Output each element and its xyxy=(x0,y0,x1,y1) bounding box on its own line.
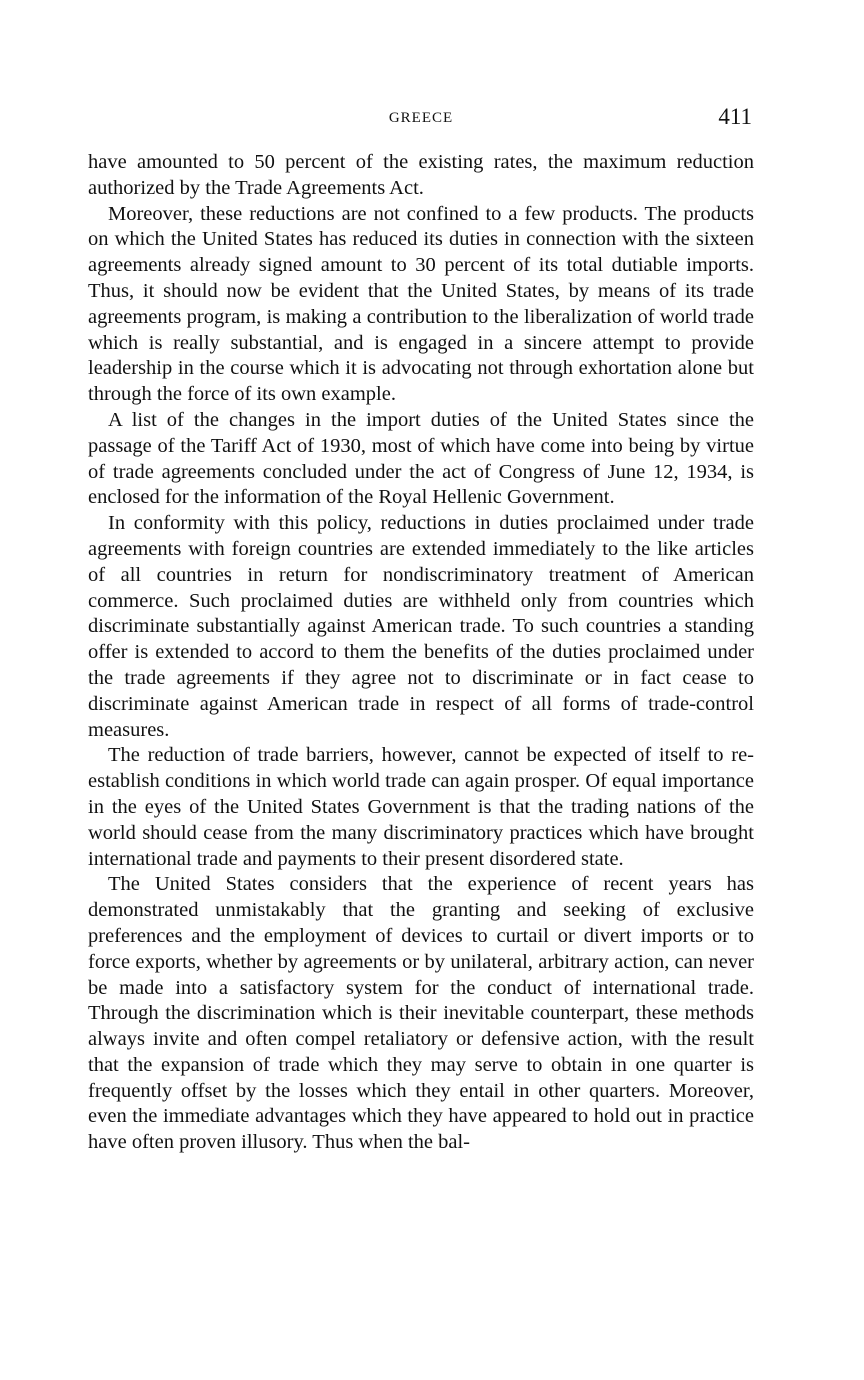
body-text xyxy=(88,150,754,1156)
paragraph: A list of the changes in the import duties of the United States since the passage of the Tariff Act of 1930, most of which have come into being by virtue of trade agreements concluded under the act of Congress of June 12, 1934, is enclosed for the information of the Royal Hellenic Government. xyxy=(88,408,754,509)
running-title: GREECE xyxy=(388,110,454,126)
document-page xyxy=(88,104,754,1156)
paragraph: The United States considers that the experience of recent years has demonstrated unmistakably that the granting and seeking of exclusive preferences and the employment of devices to curtail or divert imports or to force exports, whether by agreements or by unilateral, arbitrary action, can never be made into a satisfactory system for the conduct of international trade. Through the discrimination which is their inevitable counterpart, these methods always invite and often compel retaliatory or defensive action, with the result that the expansion of trade which they may serve to obtain in one quarter is frequently offset by the losses which they entail in other quarters. Moreover, even the immediate advantages which they have appeared to hold out in practice have often proven illusory. Thus when the bal- xyxy=(88,873,754,1154)
paragraph: The reduction of trade barriers, however, cannot be expected of itself to re-establish conditions in which world trade can again prosper. Of equal importance in the eyes of the United States Government is that the trading nations of the world should cease from the many discriminatory practices which have brought international trade and payments to their present disordered state. xyxy=(88,744,754,870)
paragraph: In conformity with this policy, reductions in duties proclaimed under trade agreements with foreign countries are extended immediately to the like articles of all countries in return for nondiscriminatory treatment of American commerce. Such proclaimed duties are withheld only from countries which discriminate substantially against American trade. To such countries a standing offer is extended to accord to them the benefits of the duties proclaimed under the trade agreements if they agree not to discriminate or in fact cease to discriminate against American trade in respect of all forms of trade-control measures. xyxy=(88,512,754,741)
page-number: 411 xyxy=(718,104,752,129)
paragraph-continued: have amounted to 50 percent of the existing rates, the maximum reduction authorized by the Trade Agreements Act. xyxy=(88,151,754,199)
running-head xyxy=(88,104,754,134)
paragraph: Moreover, these reductions are not confined to a few products. The products on which the United States has reduced its duties in connection with the sixteen agreements already signed amount to 30 percent of its total dutiable imports. Thus, it should now be evident that the United States, by means of its trade agreements program, is making a contribution to the liberalization of world trade which is really substantial, and is engaged in a sincere attempt to provide leadership in the course which it is advocating not through exhortation alone but through the force of its own example. xyxy=(88,202,754,406)
